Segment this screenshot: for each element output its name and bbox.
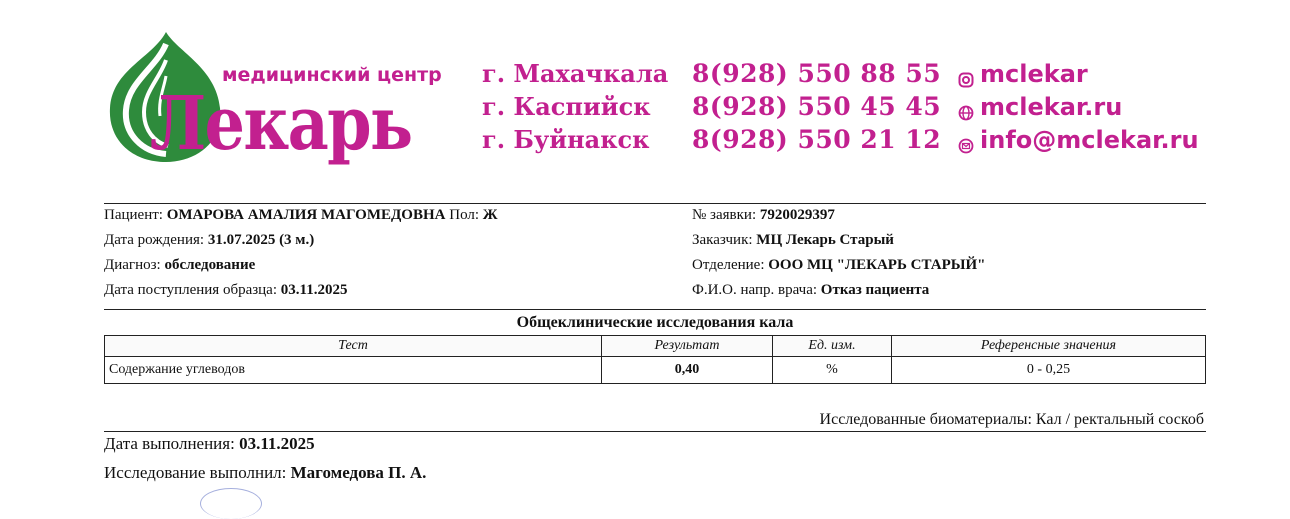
doctor-value: Отказ пациента (820, 282, 930, 298)
logo-name: Лекарь (150, 81, 412, 167)
results-header-row (105, 336, 1206, 357)
patient-label: Пациент: (104, 207, 163, 223)
cell-unit: % (773, 357, 892, 384)
performed-by-line (104, 463, 426, 483)
phone-makhachkala[interactable]: 8(928) 550 88 55 (692, 59, 942, 88)
doctor-line (692, 282, 929, 299)
city-kaspiysk: г. Каспийск (482, 92, 651, 121)
header-unit: Ед. изм. (773, 336, 892, 357)
done-date-label: Дата выполнения: (104, 434, 235, 453)
header-test: Тест (105, 336, 602, 357)
results-title: Общеклинические исследования кала (516, 314, 794, 331)
contact-website[interactable] (958, 92, 1122, 122)
table-row (105, 357, 1206, 384)
dob-value: 31.07.2025 (3 м.) (207, 232, 315, 248)
order-number-line (692, 207, 835, 224)
divider-middle (104, 309, 1206, 310)
contact-email-text: info@mclekar.ru (980, 126, 1199, 154)
department-label: Отделение: (692, 257, 765, 273)
phone-kaspiysk[interactable]: 8(928) 550 45 45 (692, 92, 942, 121)
contact-instagram[interactable] (958, 59, 1088, 89)
city-buynaksk: г. Буйнакск (482, 125, 650, 154)
department-value: ООО МЦ "ЛЕКАРЬ СТАРЫЙ" (768, 257, 986, 273)
results-table (104, 335, 1206, 384)
doctor-label: Ф.И.О. напр. врача: (692, 282, 818, 298)
sex-value: Ж (482, 207, 498, 223)
patient-name: ОМАРОВА АМАЛИЯ МАГОМЕДОВНА (166, 207, 446, 223)
department-line (692, 257, 985, 274)
cell-result: 0,40 (602, 357, 773, 384)
contact-website-text: mclekar.ru (980, 93, 1123, 121)
divider-top (104, 203, 1206, 204)
dob-label: Дата рождения: (104, 232, 205, 248)
sample-date-label: Дата поступления образца: (104, 282, 278, 298)
customer-line (692, 232, 894, 249)
header-reference: Референсные значения (892, 336, 1206, 357)
stamp-icon (200, 488, 262, 519)
contact-instagram-text: mclekar (980, 60, 1088, 88)
diagnosis-label: Диагноз: (104, 257, 161, 273)
performed-by-label: Исследование выполнил: (104, 463, 287, 482)
sample-date-line (104, 282, 347, 299)
divider-bottom (104, 431, 1206, 432)
header-result: Результат (602, 336, 773, 357)
contact-email[interactable] (958, 125, 1199, 155)
sample-date-value: 03.11.2025 (280, 282, 348, 298)
patient-line (104, 207, 498, 224)
phone-buynaksk[interactable]: 8(928) 550 21 12 (692, 125, 942, 154)
done-date-line (104, 434, 315, 454)
instagram-icon (958, 65, 974, 81)
performed-by-value: Магомедова П. А. (290, 463, 427, 482)
logo-subtitle: медицинский центр (222, 64, 442, 86)
customer-label: Заказчик: (692, 232, 753, 248)
email-icon (958, 131, 974, 147)
cell-test: Содержание углеводов (105, 357, 602, 384)
diagnosis-line (104, 257, 255, 274)
diagnosis-value: обследование (164, 257, 256, 273)
customer-value: МЦ Лекарь Старый (756, 232, 894, 248)
order-number-label: № заявки: (692, 207, 757, 223)
order-number-value: 7920029397 (759, 207, 835, 223)
city-makhachkala: г. Махачкала (482, 59, 669, 88)
dob-line (104, 232, 314, 249)
done-date-value: 03.11.2025 (239, 434, 315, 453)
sex-label: Пол: (449, 207, 480, 223)
globe-icon (958, 98, 974, 114)
biomaterials-text: Исследованные биоматериалы: Кал / ректальный соскоб (819, 411, 1204, 428)
cell-reference: 0 - 0,25 (892, 357, 1206, 384)
